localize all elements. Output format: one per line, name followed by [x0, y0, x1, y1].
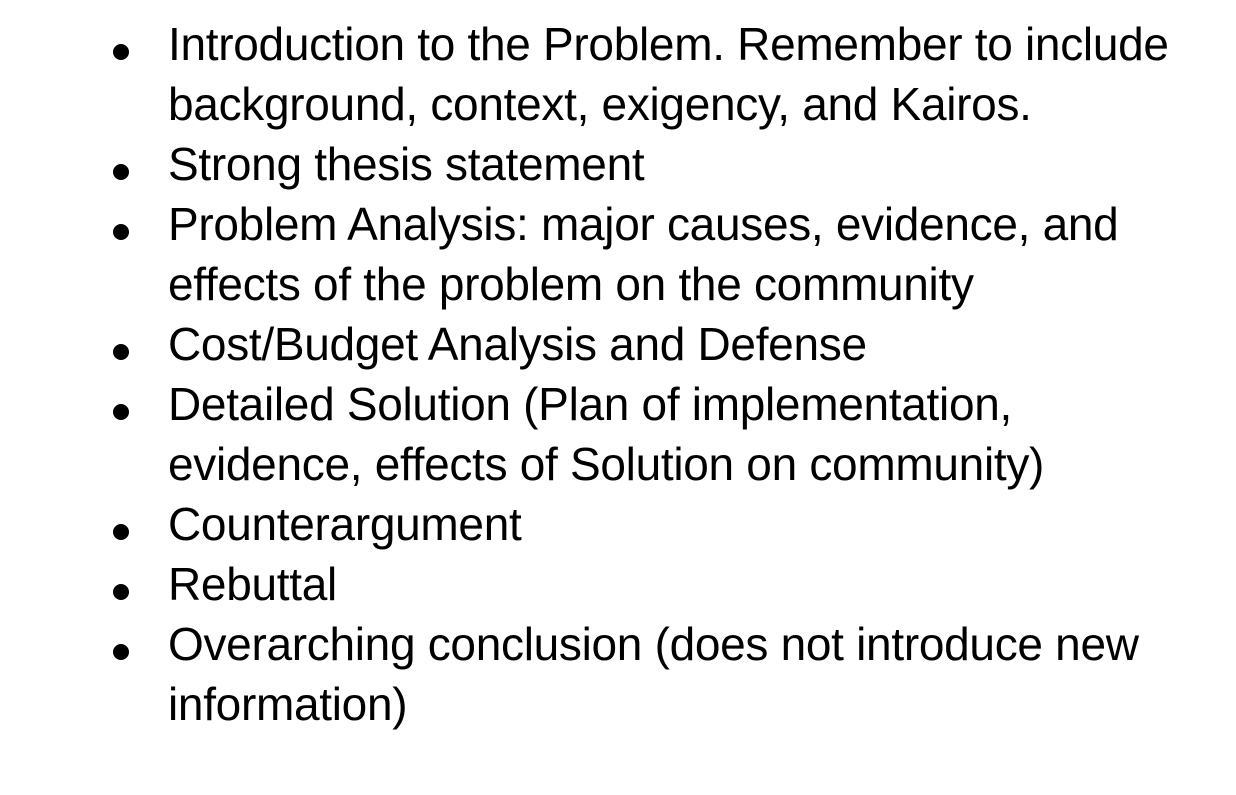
- bullet-icon: [113, 44, 129, 60]
- list-item-text: Introduction to the Problem. Remember to include background, context, exigency, and Kairos.: [168, 18, 1169, 130]
- list-item-text: Rebuttal: [168, 558, 337, 610]
- bullet-icon: [113, 404, 129, 420]
- bullet-icon: [113, 344, 129, 360]
- list-item: [0, 554, 1236, 614]
- list-item: [0, 134, 1236, 194]
- list-item: [0, 614, 1236, 734]
- list-item: [0, 314, 1236, 374]
- bullet-icon: [113, 224, 129, 240]
- list-item: [0, 374, 1236, 494]
- bullet-list: [0, 14, 1236, 734]
- bullet-icon: [113, 524, 129, 540]
- list-item-text: Overarching conclusion (does not introduce new information): [168, 618, 1139, 730]
- bullet-icon: [113, 584, 129, 600]
- list-item: [0, 494, 1236, 554]
- list-item: [0, 194, 1236, 314]
- bullet-icon: [113, 164, 129, 180]
- list-item-text: Detailed Solution (Plan of implementation, evidence, effects of Solution on community): [168, 378, 1045, 490]
- bullet-icon: [113, 644, 129, 660]
- list-item-text: Problem Analysis: major causes, evidence, and effects of the problem on the community: [168, 198, 1119, 310]
- list-item: [0, 14, 1236, 134]
- list-item-text: Cost/Budget Analysis and Defense: [168, 318, 867, 370]
- list-item-text: Counterargument: [168, 498, 522, 550]
- list-item-text: Strong thesis statement: [168, 138, 645, 190]
